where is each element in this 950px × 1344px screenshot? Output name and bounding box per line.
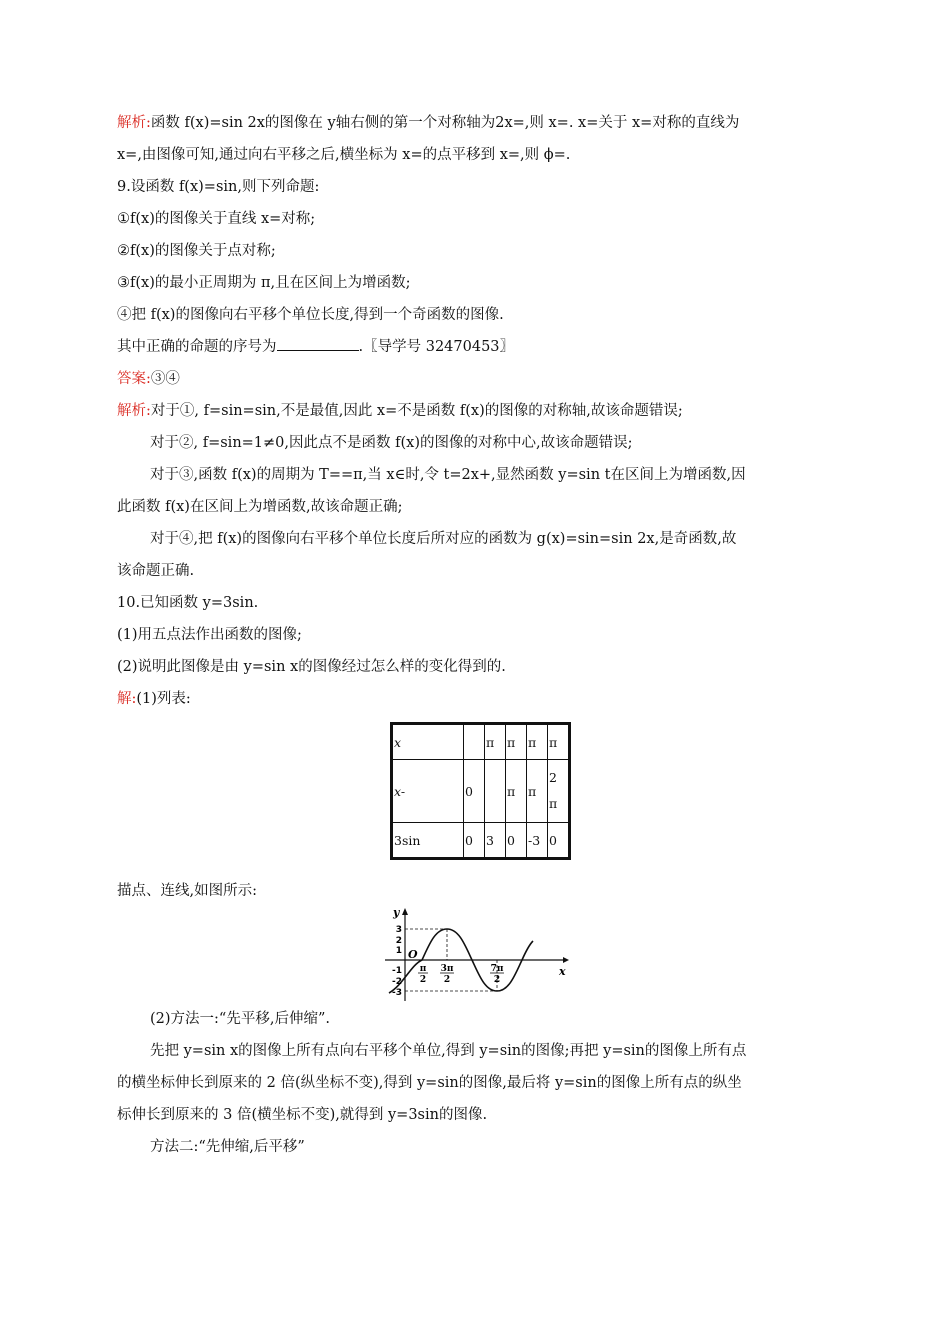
ask-ref: .〖导学号 32470453〗 — [358, 339, 515, 355]
x-tick-denominator: 2 — [493, 975, 501, 985]
table-cell: π — [527, 760, 548, 823]
method-1-line-1: 先把 y=sin x的图像上所有点向右平移个单位,得到 y=sin的图像;再把 y=sin的图像上所有点 — [150, 1043, 747, 1059]
y-tick-label: -2 — [392, 977, 402, 987]
answer-value: ③④ — [150, 371, 180, 387]
method-section — [117, 1008, 837, 1168]
table-cell — [485, 760, 506, 823]
table-cell: π — [506, 760, 527, 823]
method-1-line-3: 标伸长到原来的 3 倍(横坐标不变),就得到 y=3sin的图像. — [117, 1107, 488, 1123]
table-cell: 0 — [548, 823, 570, 859]
question-9-proposition-3: ③f(x)的最小正周期为 π,且在区间上为增函数; — [117, 275, 411, 291]
question-10-part-1: (1)用五点法作出函数的图像; — [117, 627, 302, 643]
y-tick-label: 2 — [395, 936, 402, 946]
y-tick-label: 3 — [395, 925, 402, 935]
question-10-part-2: (2)说明此图像是由 y=sin x的图像经过怎么样的变化得到的. — [117, 659, 506, 675]
question-9-analysis-1 — [117, 400, 837, 432]
x-tick-labels — [418, 964, 504, 985]
analysis-8-line-2: x=,由图像可知,通过向右平移之后,横坐标为 x=的点平移到 x=,则 ϕ=. — [117, 147, 571, 163]
table-row — [392, 760, 570, 823]
x-axis-arrow — [563, 957, 569, 963]
method-1-line-2: 的横坐标伸长到原来的 2 倍(纵坐标不变),得到 y=sin的图像,最后将 y=sin的图像上所有点的纵坐 — [117, 1075, 742, 1091]
x-tick-numerator: π — [419, 964, 427, 974]
analysis-text: 对于①, f=sin=sin,不是最值,因此 x=不是函数 f(x)的图像的对称轴,故该命题错误; — [150, 403, 683, 419]
analysis-8-line-1 — [117, 112, 837, 144]
ask-text: 其中正确的命题的序号为 — [117, 339, 277, 355]
y-tick-label: -3 — [392, 988, 402, 998]
question-9-analysis-3b: 此函数 f(x)在区间上为增函数,故该命题正确; — [117, 499, 403, 515]
method-1-title: (2)方法一:“先平移,后伸缩”. — [150, 1011, 330, 1027]
answer-blank — [277, 336, 359, 351]
table-cell: 0 — [506, 823, 527, 859]
plot-caption: 描点、连线,如图所示: — [117, 883, 257, 899]
analysis-text: 函数 f(x)=sin 2x的图像在 y轴右侧的第一个对称轴为2x=,则 x=. x=关于 x=对称的直线为 — [150, 115, 740, 131]
document-body — [117, 112, 837, 1155]
analysis-label: 解析: — [117, 403, 151, 419]
x-axis-label: x — [559, 965, 566, 978]
value-table — [390, 722, 571, 860]
question-9-analysis-2: 对于②, f=sin=1≠0,因此点不是函数 f(x)的图像的对称中心,故该命题错误; — [150, 435, 633, 451]
answer-label: 答案: — [117, 371, 151, 387]
method-2-title: 方法二:“先伸缩,后平移” — [150, 1139, 305, 1155]
question-9-analysis-4a: 对于④,把 f(x)的图像向右平移个单位长度后所对应的函数为 g(x)=sin=sin 2x,是奇函数,故 — [150, 531, 737, 547]
origin-label: O — [408, 948, 418, 961]
x-tick-numerator: 3π — [440, 964, 454, 974]
table-row — [392, 724, 570, 760]
table-cell: 3 — [485, 823, 506, 859]
y-tick-label: -1 — [392, 966, 402, 976]
y-axis-arrow — [402, 908, 408, 915]
table-cell: π — [506, 724, 527, 760]
question-10-solution — [117, 688, 837, 720]
x-tick-denominator: 2 — [443, 975, 451, 985]
table-cell — [464, 724, 485, 760]
y-tick-labels — [392, 925, 402, 998]
table-cell: π — [527, 724, 548, 760]
solution-label: 解: — [117, 691, 137, 707]
question-9-ask — [117, 336, 837, 368]
x-tick-numerator: 7π — [490, 964, 504, 974]
sine-graph — [383, 905, 573, 1005]
question-9-proposition-1: ①f(x)的图像关于直线 x=对称; — [117, 211, 316, 227]
table-cell: 3sin — [392, 823, 464, 859]
question-9-answer — [117, 368, 837, 400]
table-cell: π — [485, 724, 506, 760]
sine-curve — [389, 929, 533, 993]
table-cell: -3 — [527, 823, 548, 859]
analysis-label: 解析: — [117, 115, 151, 131]
x-tick-denominator: 2 — [419, 975, 427, 985]
solution-text: (1)列表: — [136, 691, 191, 707]
question-9-proposition-4: ④把 f(x)的图像向右平移个单位长度,得到一个奇函数的图像. — [117, 307, 504, 323]
question-9-analysis-4b: 该命题正确. — [117, 563, 195, 579]
question-10-stem: 10.已知函数 y=3sin. — [117, 595, 259, 611]
question-9-stem: 9.设函数 f(x)=sin,则下列命题: — [117, 179, 320, 195]
y-axis-label: y — [393, 906, 400, 919]
table-cell: 0 — [464, 823, 485, 859]
table-cell: x — [392, 724, 464, 760]
table-cell: 2 π — [548, 760, 570, 823]
question-9-analysis-3a: 对于③,函数 f(x)的周期为 T==π,当 x∈时,令 t=2x+,显然函数 y=sin t在区间上为增函数,因 — [150, 467, 746, 483]
table-cell: π — [548, 724, 570, 760]
question-9-proposition-2: ②f(x)的图像关于点对称; — [117, 243, 276, 259]
table-row — [392, 823, 570, 859]
value-table-wrapper — [390, 722, 571, 860]
y-tick-label: 1 — [395, 946, 402, 956]
table-cell: 0 — [464, 760, 485, 823]
table-cell: x- — [392, 760, 464, 823]
